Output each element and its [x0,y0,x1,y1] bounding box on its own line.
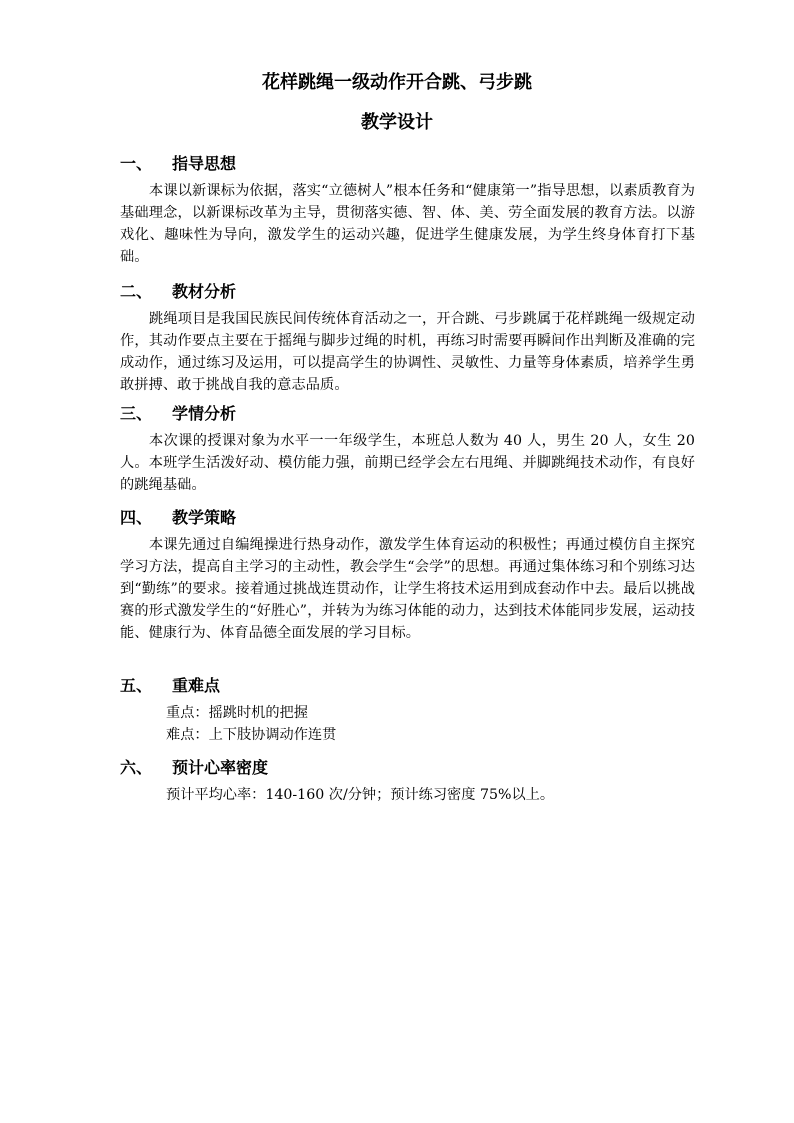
section-teaching-strategy [120,506,695,644]
section-guiding-ideology [120,152,695,268]
section-heart-rate-density [120,756,695,806]
section-material-analysis [120,280,695,396]
section-number: 二、 [120,282,153,301]
section-number: 六、 [120,758,153,777]
section-heading: 教学策略 [172,508,237,527]
document-title: 花样跳绳一级动作开合跳、弓步跳 [262,72,532,93]
difficulty-line: 难点：上下肢协调动作连贯 [166,727,337,743]
section-number: 三、 [120,404,153,423]
section-body: 本课以新课标为依据，落实“立德树人”根本任务和“健康第一”指导思想，以素质教育为基础理念，以新课标改革为主导，贯彻落实德、智、体、美、劳全面发展的教育方法。以游戏化、趣味性为导向，激发学生的运动兴趣，促进学生健康发展，为学生终身体育打下基础。 [120,183,695,265]
section-number: 一、 [120,154,153,173]
section-heading: 学情分析 [172,404,237,423]
section-body: 本次课的授课对象为水平一一年级学生，本班总人数为 40 人，男生 20 人，女生 20 人。本班学生活泼好动、模仿能力强，前期已经学会左右甩绳、并脚跳绳技术动作，有良好的跳绳基础。 [120,433,695,493]
section-number: 四、 [120,508,153,527]
section-body: 本课先通过自编绳操进行热身动作，激发学生体育运动的积极性；再通过模仿自主探究学习方法，提高自主学习的主动性，教会学生“会学”的思想。再通过集体练习和个别练习达到“勤练”的要求。接着通过挑战连贯动作，让学生将技术运用到成套动作中去。最后以挑战赛的形式激发学生的“好胜心”，并转为为练习体能的动力，达到技术体能同步发展，运动技能、健康行为、体育品德全面发展的学习目标。 [120,537,695,641]
heart-rate-line: 预计平均心率：140-160 次/分钟；预计练习密度 75%以上。 [166,787,555,803]
section-key-points [120,674,695,746]
section-heading: 预计心率密度 [172,758,269,777]
document-subtitle: 教学设计 [361,112,433,133]
section-heading: 指导思想 [172,154,237,173]
section-heading: 教材分析 [172,282,237,301]
section-number: 五、 [120,676,153,695]
section-heading: 重难点 [172,676,221,695]
key-point-line: 重点：摇跳时机的把握 [166,705,308,721]
section-student-analysis [120,402,695,496]
section-body: 跳绳项目是我国民族民间传统体育活动之一，开合跳、弓步跳属于花样跳绳一级规定动作，其动作要点主要在于摇绳与脚步过绳的时机，再练习时需要再瞬间作出判断及准确的完成动作，通过练习及运用，可以提高学生的协调性、灵敏性、力量等身体素质，培养学生勇敢拼搏、敢于挑战自我的意志品质。 [120,311,695,393]
